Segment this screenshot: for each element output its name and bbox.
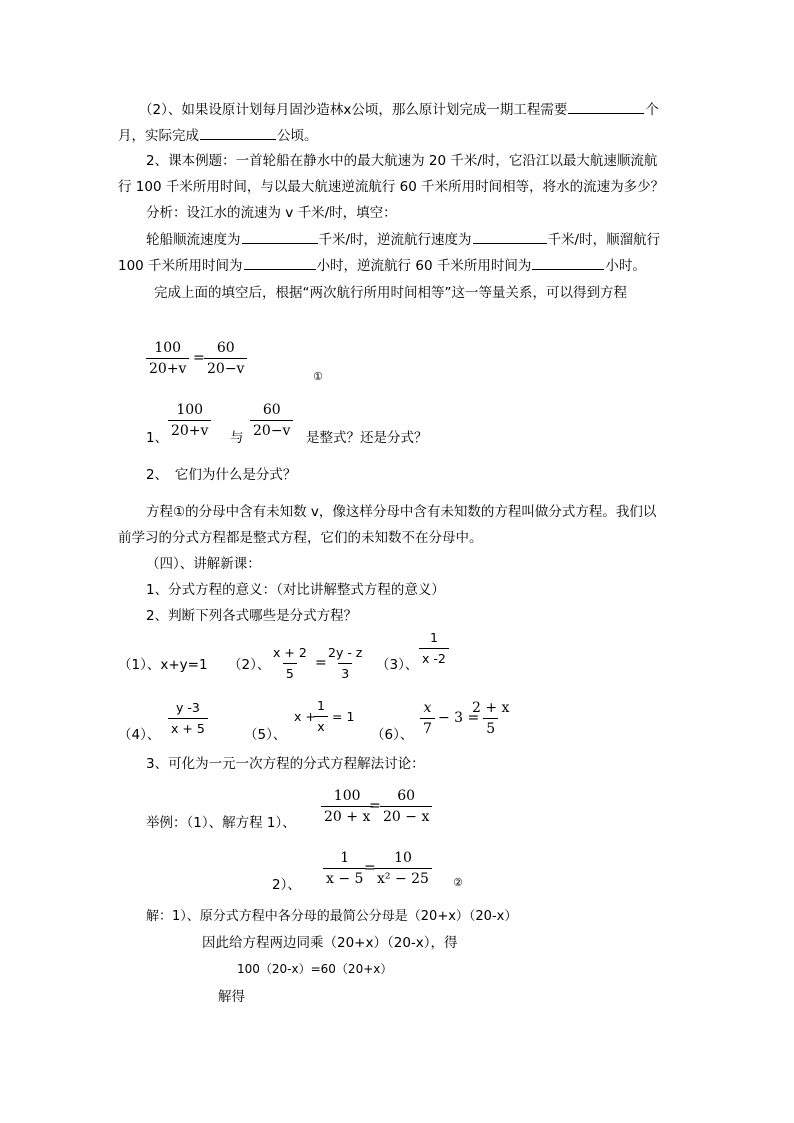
example2-fraction-right <box>374 850 432 887</box>
item3-num: 1 <box>429 630 438 645</box>
eq1-fraction-left <box>146 340 189 377</box>
blank-upstream-speed[interactable] <box>473 230 547 244</box>
fill-text-c: 千米/时，顺溜航行 <box>547 232 661 248</box>
item5-label: （5）、 <box>244 727 287 743</box>
item5-fraction <box>314 698 328 735</box>
eq1-den-right: 20−v <box>204 358 247 377</box>
def-line1: 方程①的分母中含有未知数 v，像这样分母中含有未知数的方程叫做分式方程。我们以 <box>146 504 657 520</box>
item6-label: （6）、 <box>371 727 414 743</box>
example-line2: 行 100 千米所用时间，与以最大航速逆流航行 60 千米所用时间相等，将水的流速为多少？ <box>118 179 665 195</box>
p1-text-a: （2）、如果设原计划每月固沙造林 <box>139 102 344 118</box>
section4-item2: 2、判断下列各式哪些是分式方程？ <box>146 608 358 624</box>
item6-den-right: 5 <box>483 718 498 737</box>
fill-text-d: 100 千米所用时间为 <box>118 258 243 274</box>
item4-den: x + 5 <box>168 718 208 737</box>
item6-num-left: x <box>423 700 432 716</box>
example1-den-right: 20 − x <box>380 806 432 825</box>
item2-den-right: 3 <box>338 663 352 682</box>
item5-prefix: x + <box>294 709 316 724</box>
item3-label: （3）、 <box>376 657 419 673</box>
p1-text-c: 个 <box>645 102 659 118</box>
item4-fraction <box>168 700 208 737</box>
p1-line1 <box>139 100 659 119</box>
q1-prefix: 1、 <box>146 430 169 446</box>
def-line2: 前学习的分式方程都是整式方程，它们的未知数不在分母中。 <box>118 530 483 546</box>
example1-label: 举例：（1）、解方程 1）、 <box>146 815 296 831</box>
blank-actual-hectares[interactable] <box>200 126 276 140</box>
q1-den-1: 20+v <box>168 420 211 439</box>
example2-den-left: x − 5 <box>323 868 366 887</box>
section4-item1: 1、分式方程的意义：（对比讲解整式方程的意义） <box>146 582 445 598</box>
item2-fraction-right <box>325 645 365 682</box>
item3-fraction <box>419 630 449 667</box>
example-line1: 2、课本例题：一首轮船在静水中的最大航速为 20 千米/时，它沿江以最大航速顺流航 <box>146 153 658 169</box>
p1-text-b: 公顷，那么原计划完成一期工程需要 <box>351 102 568 118</box>
section3-title: 3、可化为一元一次方程的分式方程解法讨论： <box>146 756 425 772</box>
item6-mid: − 3 = <box>438 710 480 726</box>
fill-line2 <box>118 256 646 275</box>
eq1-num-left: 100 <box>154 340 182 356</box>
item6-den-left: 7 <box>420 718 435 737</box>
item2-fraction-left <box>270 645 310 682</box>
blank-downstream-time[interactable] <box>244 256 316 270</box>
q1-mid: 与 <box>230 430 244 446</box>
blank-downstream-speed[interactable] <box>242 230 318 244</box>
item4-num: y -3 <box>175 700 200 715</box>
p1-text-d: 月，实际完成 <box>118 128 199 144</box>
q1-num-1: 100 <box>176 402 204 418</box>
fill-text-e: 小时，逆流航行 60 千米所用时间为 <box>316 258 532 274</box>
eq1-equals: = <box>193 350 205 366</box>
item1: （1）、x+y=1 <box>118 657 208 673</box>
example2-equals: = <box>364 860 376 876</box>
example2-den-right: x² − 25 <box>374 868 432 887</box>
fill-text-a: 轮船顺流速度为 <box>146 232 241 248</box>
blank-plan-months[interactable] <box>568 100 644 114</box>
fill-line1 <box>146 230 660 249</box>
item2-label: （2）、 <box>228 657 271 673</box>
solution-line3: 100（20-x）=60（20+x） <box>237 962 393 976</box>
eq1-den-left: 20+v <box>146 358 189 377</box>
item6-fraction-right <box>469 700 512 737</box>
item4-label: （4）、 <box>118 727 161 743</box>
example2-num-right: 10 <box>394 850 412 866</box>
item2-num-left: x + 2 <box>273 645 307 660</box>
q1-den-2: 20−v <box>250 420 293 439</box>
item2-den-left: 5 <box>283 663 297 682</box>
section4-title: （四）、讲解新课： <box>146 556 261 572</box>
item6-fraction-left <box>420 700 435 737</box>
example2-label: 2）、 <box>272 877 301 893</box>
example1-equals: = <box>369 798 381 814</box>
p1-var-x: x <box>343 102 352 118</box>
solution-line2: 因此给方程两边同乘（20+x）（20-x），得 <box>202 935 458 951</box>
example2-fraction-left <box>323 850 366 887</box>
solution-line4: 解得 <box>218 989 245 1005</box>
blank-upstream-time[interactable] <box>532 256 604 270</box>
fill-text-f: 小时。 <box>605 258 646 274</box>
item5-num: 1 <box>317 698 325 713</box>
p1-line2 <box>118 126 318 145</box>
example1-num-right: 60 <box>397 788 416 804</box>
item6-num-right: 2 + x <box>472 700 510 716</box>
item5-den: x <box>314 716 327 735</box>
example2-num-left: 1 <box>340 850 350 866</box>
q1-fraction-2 <box>250 402 293 439</box>
q1-num-2: 60 <box>262 402 281 418</box>
item2-equals: = <box>315 655 327 671</box>
eq1-fraction-right <box>204 340 247 377</box>
solution-line1: 解：1）、原分式方程中各分母的最简公分母是（20+x）（20-x） <box>146 909 518 924</box>
p1-text-e: 公顷。 <box>277 128 318 144</box>
conclusion-line: 完成上面的填空后，根据“两次航行所用时间相等”这一等量关系，可以得到方程 <box>154 285 627 301</box>
example2-mark: ② <box>453 876 463 889</box>
example1-den-left: 20 + x <box>321 806 373 825</box>
example1-fraction-left <box>321 788 373 825</box>
analysis-line: 分析：设江水的流速为 v 千米/时，填空： <box>146 205 397 221</box>
item3-den: x -2 <box>419 648 449 667</box>
example1-fraction-right <box>380 788 432 825</box>
q1-suffix: 是整式？还是分式？ <box>306 430 428 446</box>
eq1-num-right: 60 <box>216 340 235 356</box>
q1-fraction-1 <box>168 402 211 439</box>
item2-num-right: 2y - z <box>328 645 363 660</box>
fill-text-b: 千米/时，逆流航行速度为 <box>318 232 472 248</box>
eq1-mark: ① <box>313 370 323 383</box>
example1-num-left: 100 <box>333 788 361 804</box>
q2-line: 2、 它们为什么是分式？ <box>146 467 297 483</box>
item5-suffix: = 1 <box>332 709 355 724</box>
